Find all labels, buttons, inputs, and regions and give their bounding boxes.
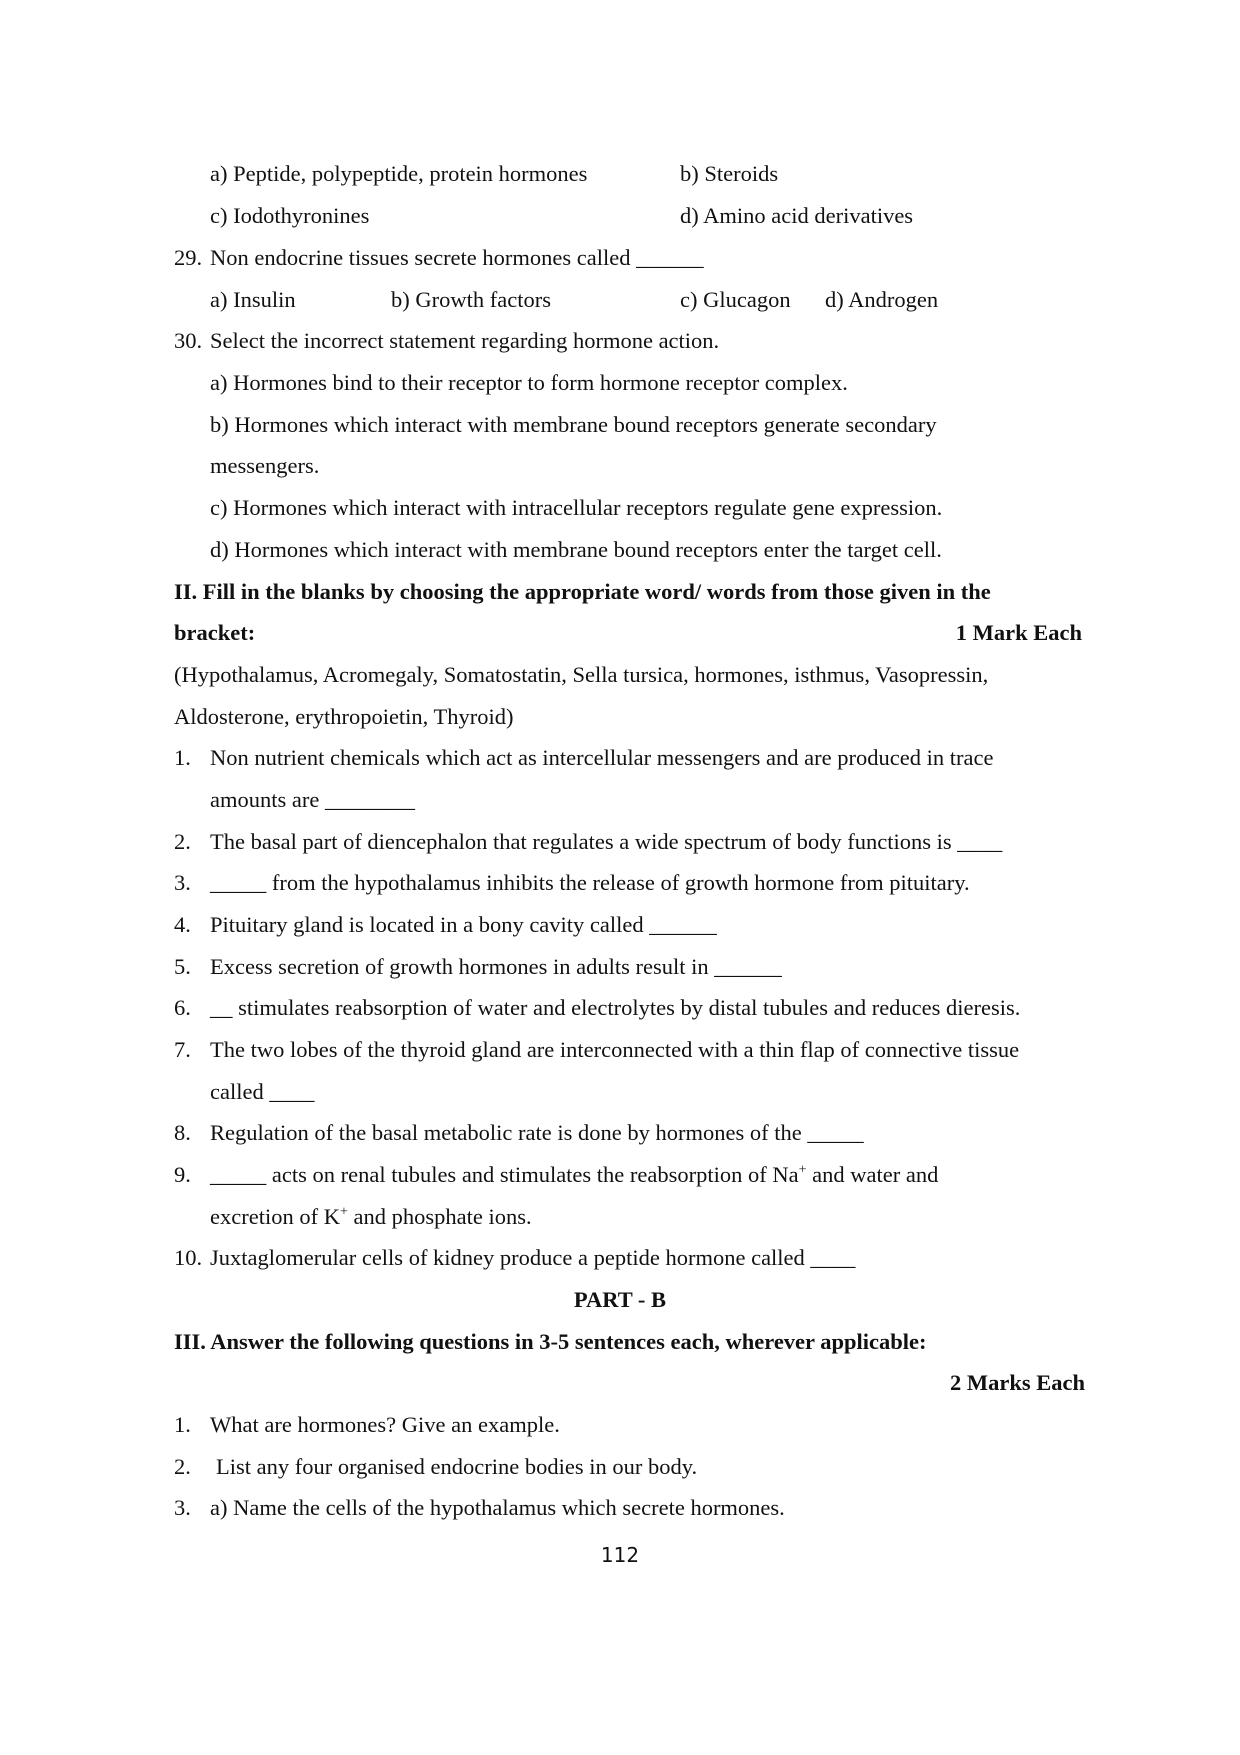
part-b-q2-number: 2. xyxy=(174,1454,191,1479)
q30-option-b-line2: messengers. xyxy=(210,453,320,478)
blank-6-text: __ stimulates reabsorption of water and electrolytes by distal tubules and reduces dieresis. xyxy=(210,995,1021,1020)
q30-option-c: c) Hormones which interact with intracellular receptors regulate gene expression. xyxy=(210,495,943,520)
blank-10-text: Juxtaglomerular cells of kidney produce a peptide hormone called ____ xyxy=(210,1245,856,1270)
blank-5-text: Excess secretion of growth hormones in adults result in ______ xyxy=(210,954,782,979)
blank-8-number: 8. xyxy=(174,1120,191,1145)
q28-option-c: c) Iodothyronines xyxy=(210,203,370,228)
blank-9-text-line1 xyxy=(210,1160,938,1190)
blank-1-number: 1. xyxy=(174,745,191,770)
q29-number: 29. xyxy=(174,245,203,270)
blank-5-number: 5. xyxy=(174,954,191,979)
blank-8-text: Regulation of the basal metabolic rate is done by hormones of the _____ xyxy=(210,1120,864,1145)
part-b-heading: III. Answer the following questions in 3-5 sentences each, wherever applicable: xyxy=(174,1329,927,1354)
blank-1-text-line2: amounts are ________ xyxy=(210,787,415,812)
part-b-q3-text: a) Name the cells of the hypothalamus which secrete hormones. xyxy=(210,1495,785,1520)
part-b-title: PART - B xyxy=(573,1287,667,1312)
q30-number: 30. xyxy=(174,328,203,353)
part-b-marks: 2 Marks Each xyxy=(950,1370,1085,1395)
blank-4-number: 4. xyxy=(174,912,191,937)
blank-9-text-line2 xyxy=(210,1202,532,1232)
q29-option-d: d) Androgen xyxy=(825,287,939,312)
blank-7-number: 7. xyxy=(174,1037,191,1062)
q30-option-b-line1: b) Hormones which interact with membrane bound receptors generate secondary xyxy=(210,412,937,437)
section2-heading-line2: bracket: xyxy=(174,620,256,645)
sodium-charge: + xyxy=(798,1162,807,1178)
part-b-q2-text: List any four organised endocrine bodies in our body. xyxy=(216,1454,698,1479)
blank-6-number: 6. xyxy=(174,995,191,1020)
part-b-q1-number: 1. xyxy=(174,1412,191,1437)
blank-9-number: 9. xyxy=(174,1162,191,1187)
q30-option-d: d) Hormones which interact with membrane bound receptors enter the target cell. xyxy=(210,537,942,562)
blank-2-text: The basal part of diencephalon that regulates a wide spectrum of body functions is ____ xyxy=(210,829,1003,854)
section2-bracket-line1: (Hypothalamus, Acromegaly, Somatostatin, Sella tursica, hormones, isthmus, Vasopressin, xyxy=(174,662,989,687)
q28-option-a: a) Peptide, polypeptide, protein hormones xyxy=(210,161,588,186)
q29-option-a: a) Insulin xyxy=(210,287,296,312)
blank-3-number: 3. xyxy=(174,870,191,895)
blank-4-text: Pituitary gland is located in a bony cavity called ______ xyxy=(210,912,717,937)
section2-heading-line1: II. Fill in the blanks by choosing the appropriate word/ words from those given in the xyxy=(174,579,991,604)
q30-option-a: a) Hormones bind to their receptor to form hormone receptor complex. xyxy=(210,370,848,395)
blank-9-line1-pre: _____ acts on renal tubules and stimulates the reabsorption of Na xyxy=(210,1162,799,1187)
q29-text: Non endocrine tissues secrete hormones called ______ xyxy=(210,245,704,270)
blank-3-text: _____ from the hypothalamus inhibits the release of growth hormone from pituitary. xyxy=(210,870,970,895)
q30-text: Select the incorrect statement regarding hormone action. xyxy=(210,328,720,353)
q29-option-b: b) Growth factors xyxy=(391,287,551,312)
section2-marks: 1 Mark Each xyxy=(955,620,1082,645)
q28-option-b: b) Steroids xyxy=(680,161,779,186)
q29-option-c: c) Glucagon xyxy=(680,287,791,312)
page-number: 112 xyxy=(600,1543,640,1567)
blank-7-text-line1: The two lobes of the thyroid gland are interconnected with a thin flap of connective tissue xyxy=(210,1037,1020,1062)
q28-option-d: d) Amino acid derivatives xyxy=(680,203,914,228)
blank-7-text-line2: called ____ xyxy=(210,1079,315,1104)
potassium-charge: + xyxy=(339,1204,348,1220)
blank-9-line2-post: and phosphate ions. xyxy=(347,1204,532,1229)
blank-1-text-line1: Non nutrient chemicals which act as intercellular messengers and are produced in trace xyxy=(210,745,994,770)
blank-10-number: 10. xyxy=(174,1245,203,1270)
part-b-q1-text: What are hormones? Give an example. xyxy=(210,1412,560,1437)
section2-bracket-line2: Aldosterone, erythropoietin, Thyroid) xyxy=(174,704,514,729)
blank-2-number: 2. xyxy=(174,829,191,854)
blank-9-line1-post: and water and xyxy=(806,1162,939,1187)
part-b-q3-number: 3. xyxy=(174,1495,191,1520)
blank-9-line2-pre: excretion of K xyxy=(210,1204,340,1229)
